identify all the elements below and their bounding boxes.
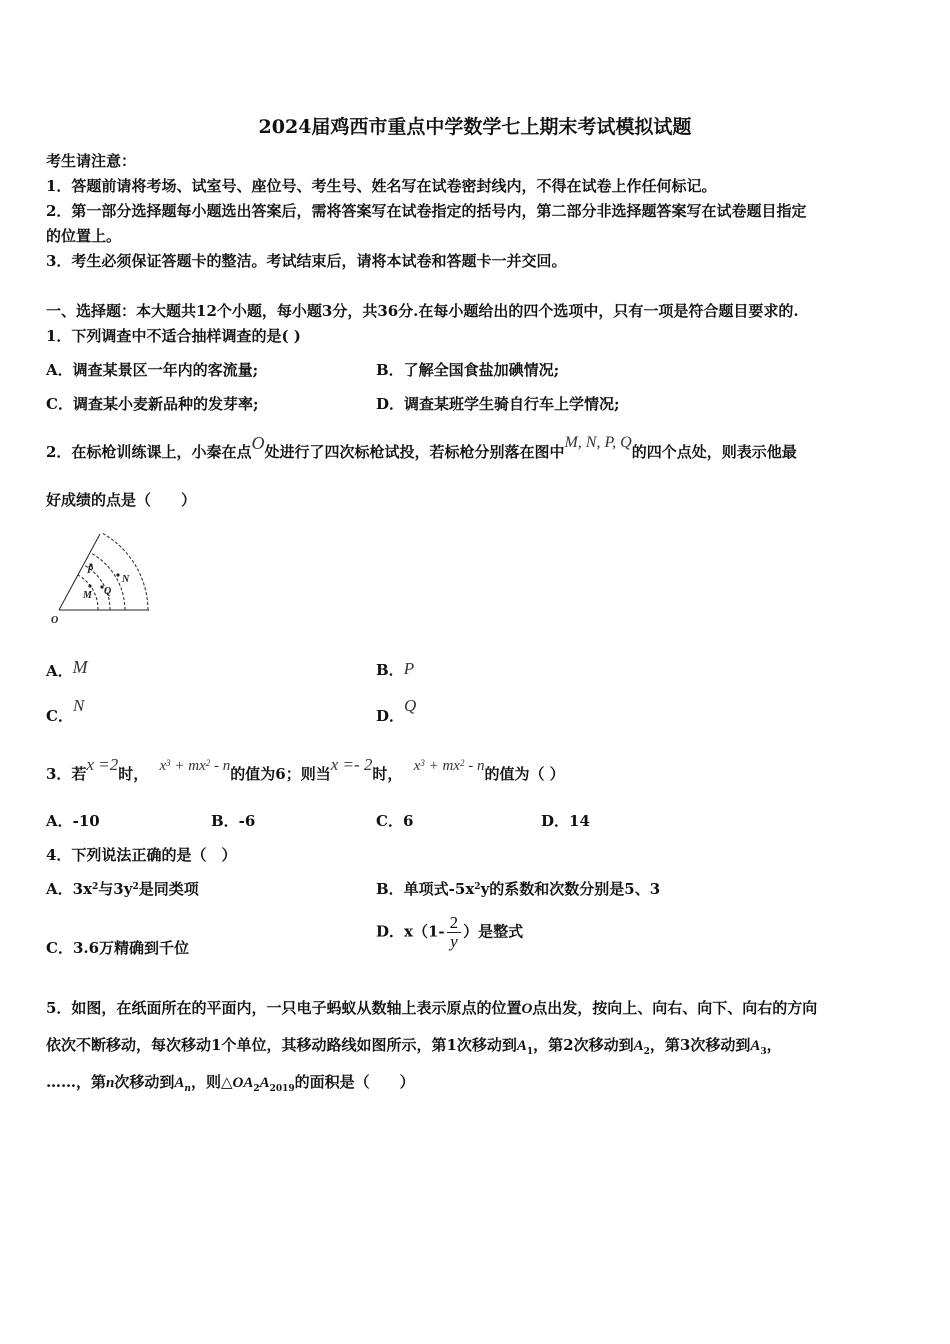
q3-text-4: 时，	[372, 765, 403, 783]
q2-figure	[44, 528, 164, 630]
q3-text-1: 3．若	[46, 765, 87, 783]
q2-option-d[interactable]	[376, 696, 417, 726]
figure-label-q: Q	[104, 586, 112, 597]
page-title: 2024届鸡西市重点中学数学七上期末考试模拟试题	[258, 116, 692, 138]
q2-text-1: 2．在标枪训练课上，小秦在点	[46, 443, 252, 461]
q5-line-1: 5．如图，在纸面所在的平面内，一只电子蚂蚁从数轴上表示原点的位置O点出发，按向上、向右、向下、向右的方向	[46, 999, 818, 1017]
q3-condition-2: x =- 2	[330, 755, 373, 774]
q2-stem	[46, 433, 797, 463]
figure-label-n: N	[122, 574, 130, 585]
q2-text-2: 处进行了四次标枪试投，若标枪分别落在图中	[264, 443, 565, 461]
notice-item-2: 2．第一部分选择题每小题选出答案后，需将答案写在试卷指定的括号内，第二部分非选择题答案写在试卷题目指定	[46, 202, 807, 220]
q2-option-b[interactable]	[376, 660, 414, 680]
q3-condition-1: x =2	[86, 755, 119, 774]
q2-points: M, N, P, Q	[564, 434, 632, 451]
q2-option-d-label: D．	[376, 707, 405, 725]
q3-text-3: 的值为6；则当	[230, 765, 331, 783]
q3-option-d[interactable]: D．14	[541, 812, 590, 830]
q3-option-a[interactable]: A．-10	[46, 812, 100, 830]
q3-expression-2: $x^3 + mx^2 - n$	[413, 758, 485, 774]
q2-point-o: O	[251, 433, 265, 453]
q4-option-a[interactable]: A．$3x^2$与$3y^2$是同类项	[46, 880, 199, 898]
q2-option-a-label: A．	[46, 662, 73, 680]
q2-option-c-label: C．	[46, 707, 73, 725]
q1-stem: 1．下列调查中不适合抽样调查的是( )	[46, 327, 301, 345]
q4-option-b[interactable]: B．单项式$-5x^2y$的系数和次数分别是5、3	[376, 880, 661, 898]
figure-point-n	[116, 573, 119, 576]
figure-label-o: O	[51, 615, 59, 626]
notice-item-2-cont: 的位置上。	[46, 227, 122, 245]
q4-option-d[interactable]: D．x（1- $\frac{2}{y}$ ）是整式	[376, 913, 524, 951]
q2-stem-cont: 好成绩的点是（ ）	[46, 491, 197, 509]
q3-stem	[46, 755, 565, 785]
notice-item-1: 1．答题前请将考场、试室号、座位号、考生号、姓名写在试卷密封线内，不得在试卷上作任何标记。	[46, 177, 717, 195]
q2-option-c[interactable]	[46, 696, 85, 726]
q2-option-a-value: M	[72, 657, 88, 677]
notice-header: 考生请注意：	[46, 152, 137, 170]
q2-option-c-value: N	[72, 696, 85, 715]
q4-option-c[interactable]: C．3.6万精确到千位	[46, 939, 190, 957]
q2-option-d-value: Q	[404, 696, 417, 715]
q2-option-a[interactable]	[46, 657, 88, 681]
q5-line-3: ……，第n次移动到$A_n$，则$\triangle OA_2A_{2019}$的面积是（ ）	[46, 1073, 415, 1094]
q1-option-c[interactable]: C．调查某小麦新品种的发芽率;	[46, 395, 259, 413]
notice-item-3: 3．考生必须保证答题卡的整洁。考试结束后，请将本试卷和答题卡一并交回。	[46, 252, 567, 270]
q1-option-b[interactable]: B．了解全国食盐加碘情况;	[376, 361, 560, 379]
q3-expression-1: $x^3 + mx^2 - n$	[159, 758, 231, 774]
figure-label-m: M	[83, 590, 92, 601]
q3-text-5: 的值为（ ）	[484, 765, 565, 783]
figure-point-m	[88, 584, 91, 587]
figure-arc-3	[91, 553, 125, 610]
q2-text-3: 的四个点处，则表示他最	[631, 443, 797, 461]
q4-fraction: $\frac{2}{y}$	[447, 914, 462, 951]
q1-option-d[interactable]: D．调查某班学生骑自行车上学情况;	[376, 395, 620, 413]
q3-option-b[interactable]: B．-6	[211, 812, 256, 830]
q1-option-a[interactable]: A．调查某景区一年内的客流量;	[46, 361, 259, 379]
q4-stem: 4．下列说法正确的是（ ）	[46, 846, 237, 864]
q2-option-b-value: P	[403, 659, 415, 678]
q3-option-c[interactable]: C．6	[376, 812, 414, 830]
q3-text-2: 时，	[118, 765, 149, 783]
q5-line-2: 依次不断移动，每次移动1个单位，其移动路线如图所示，第1次移动到$A_1$，第2次移动到$A_2$，第3次移动到$A_3$，	[46, 1036, 782, 1057]
q2-option-b-label: B．	[376, 661, 404, 679]
section-heading: 一、选择题：本大题共12个小题，每小题3分，共36分.在每小题给出的四个选项中，只有一项是符合题目要求的.	[46, 302, 799, 320]
figure-label-p: P	[87, 565, 94, 576]
